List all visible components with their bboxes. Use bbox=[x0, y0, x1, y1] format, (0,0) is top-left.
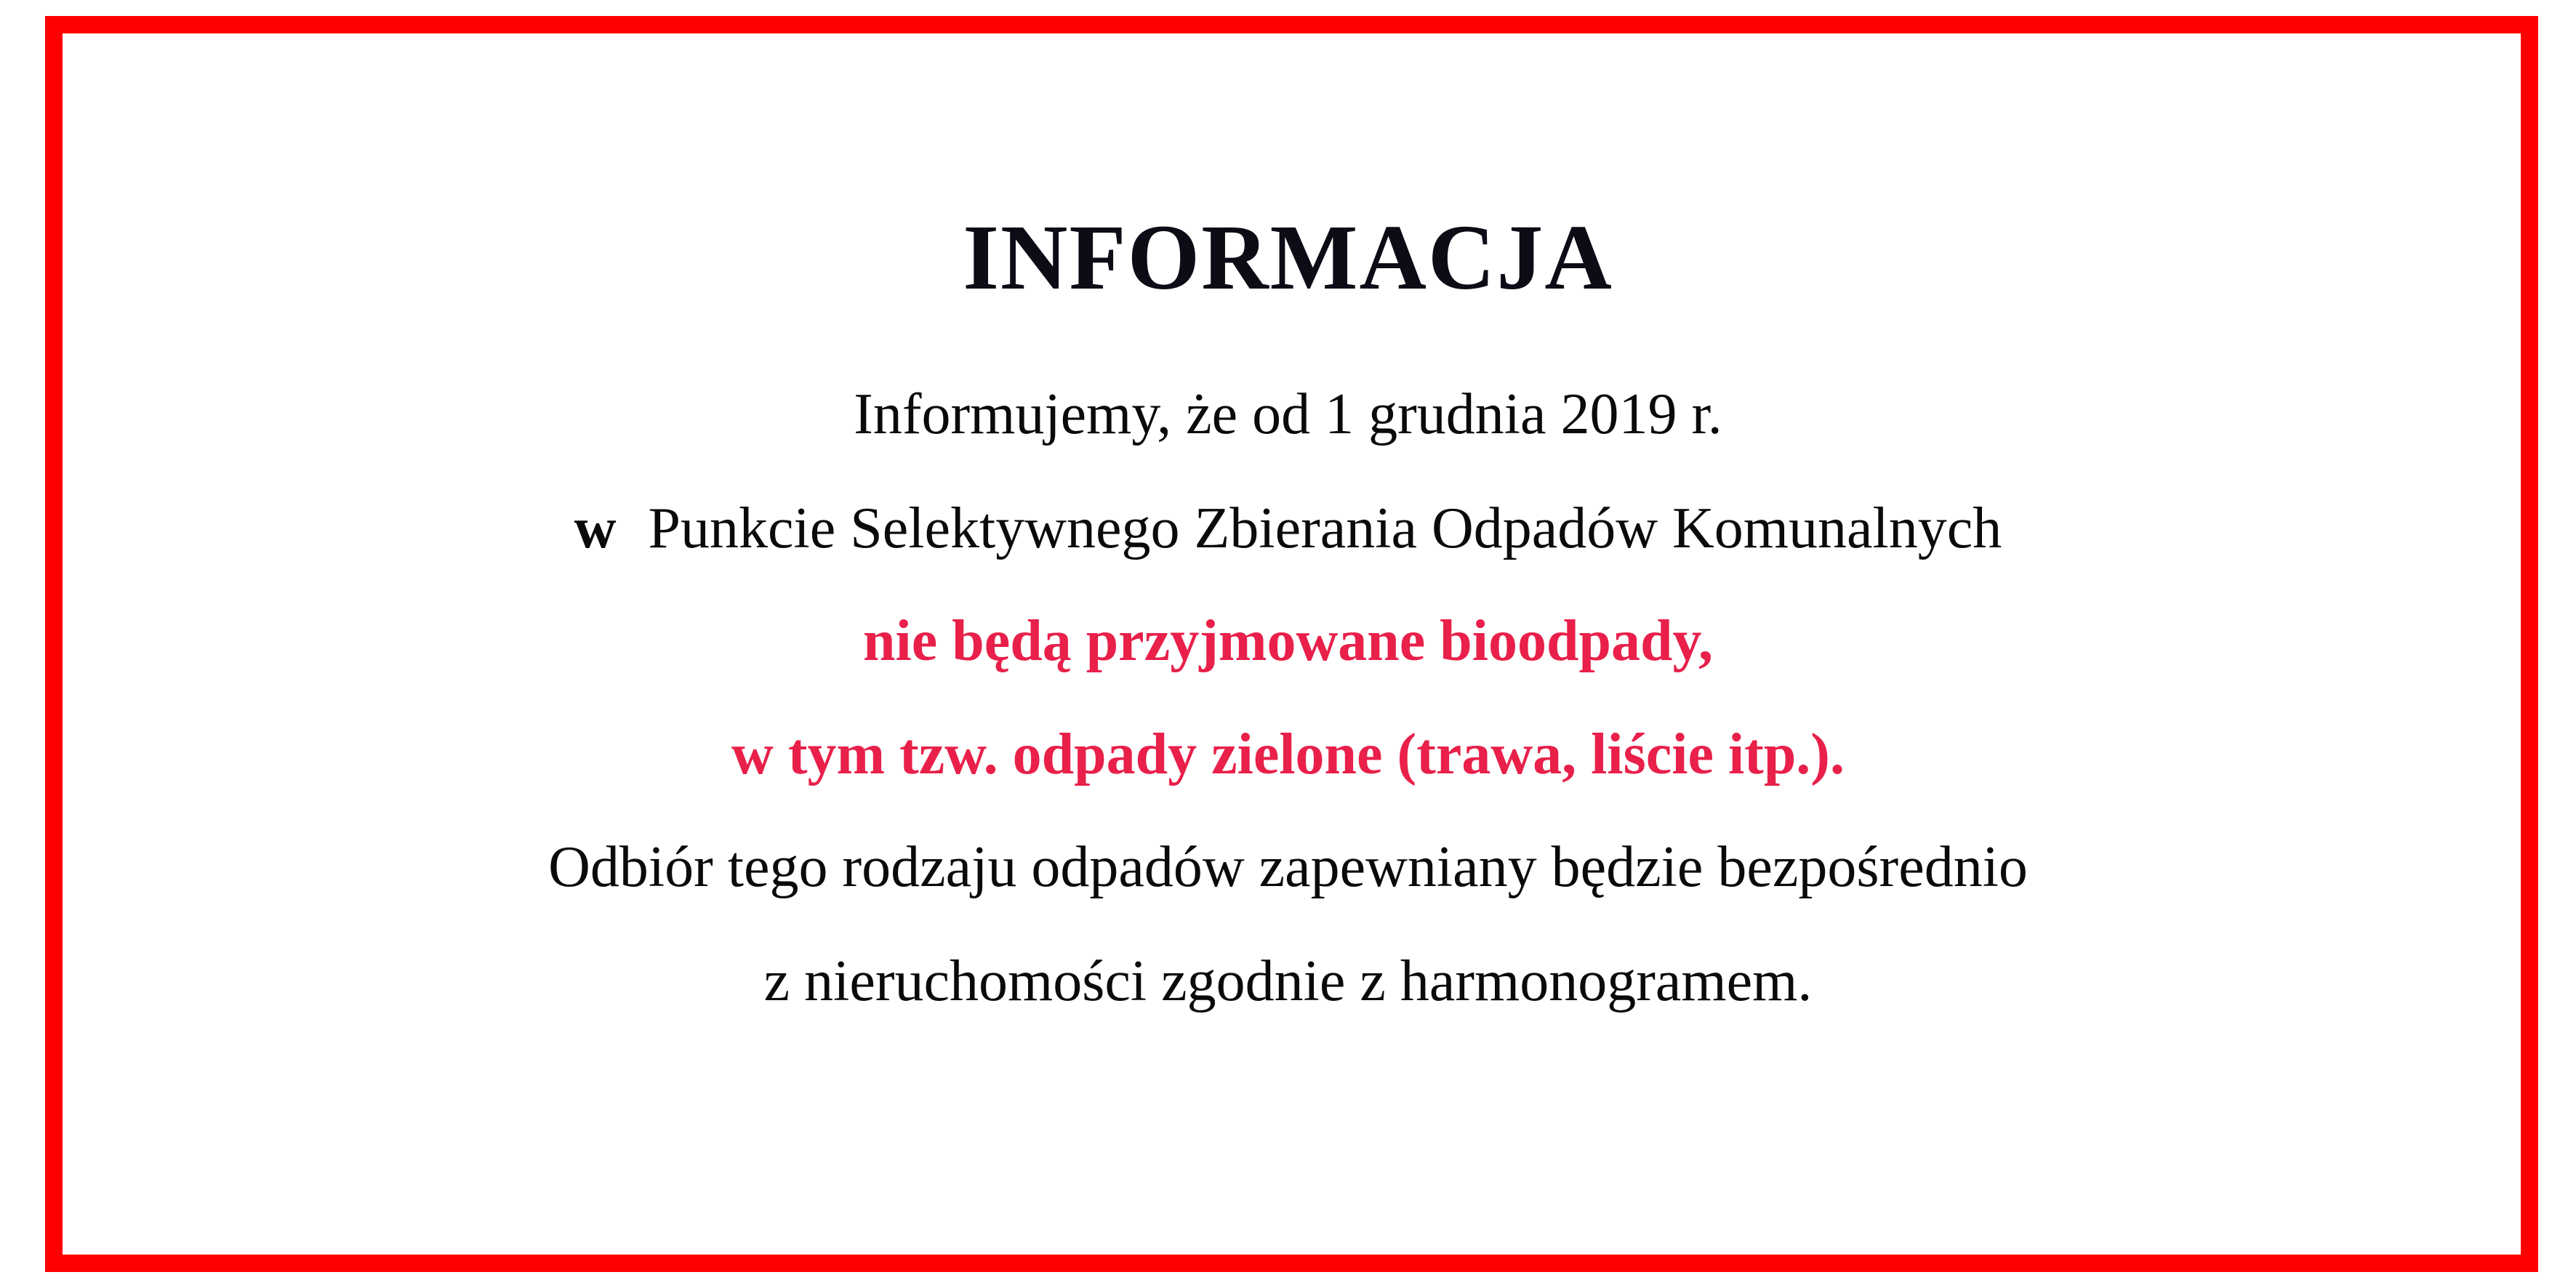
notice-line-collection: Odbiór tego rodzaju odpadów zapewniany będzie bezpośrednio bbox=[548, 835, 2028, 899]
notice-line-location-prefix: w bbox=[574, 496, 617, 560]
notice-line-location-text: Punkcie Selektywnego Zbierania Odpadów Komunalnych bbox=[648, 496, 2002, 560]
notice-line-warning: nie będą przyjmowane bioodpady, bbox=[862, 609, 1714, 673]
notice-line-schedule: z nieruchomości zgodnie z harmonogramem. bbox=[763, 949, 1813, 1013]
notice-line-warning-detail: w tym tzw. odpady zielone (trawa, liście itp.). bbox=[731, 723, 1845, 786]
notice-line-location bbox=[0, 496, 2576, 560]
notice-title: INFORMACJA bbox=[963, 206, 1613, 309]
notice-line-date: Informujemy, że od 1 grudnia 2019 r. bbox=[854, 382, 1722, 446]
